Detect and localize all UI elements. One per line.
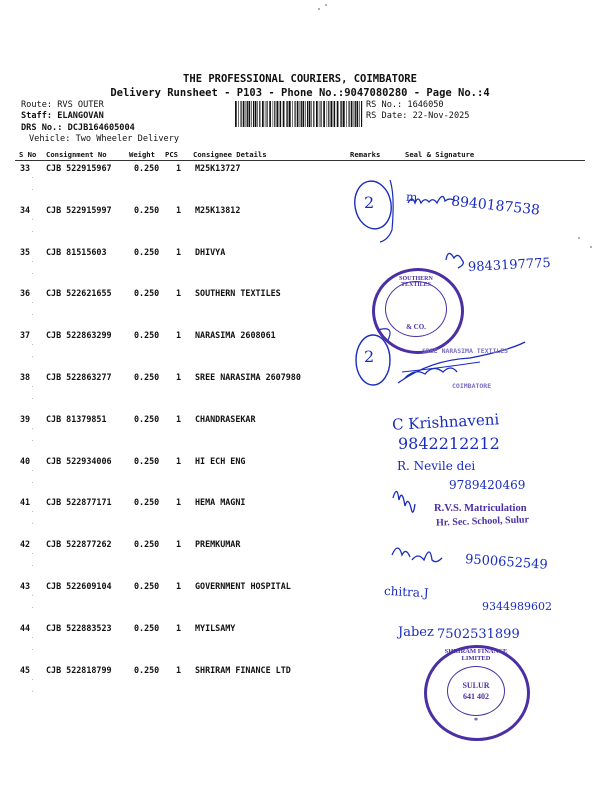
row-consignee: MYILSAMY — [195, 623, 236, 633]
handwritten-phone-40: 9789420469 — [449, 478, 526, 492]
col-consignment: Consignment No — [46, 150, 107, 159]
handwritten-phone-35: 9843197775 — [467, 255, 552, 276]
row-weight: 0.250 — [134, 330, 160, 340]
vehicle-label: Vehicle: Two Wheeler Delivery — [29, 134, 180, 144]
row-pcs: 1 — [176, 163, 182, 173]
company-title: THE PROFESSIONAL COURIERS, COIMBATORE — [183, 73, 417, 85]
row-pcs: 1 — [176, 539, 182, 549]
col-weight: Weight — [129, 150, 155, 159]
row-consignment-no: CJB 522621655 — [46, 288, 112, 298]
handwritten-phone-44: 7502531899 — [437, 627, 520, 642]
row-consignee: GOVERNMENT HOSPITAL — [195, 581, 291, 591]
row-sno: 33 — [20, 163, 31, 173]
row-consignment-no: CJB 81379851 — [46, 414, 107, 424]
row-consignee: SREE NARASIMA 2607980 — [195, 372, 301, 382]
southern-stamp-text: SOUTHERN TEXTILES — [399, 276, 433, 288]
handwritten-phone-34: 8940187538 — [450, 193, 541, 219]
row-sno: 41 — [20, 497, 31, 507]
narasima-faded-stamp-2: COIMBATORE — [452, 382, 492, 390]
row-pcs: 1 — [176, 288, 182, 298]
shriram-stamp-center2: 641 402 — [463, 692, 489, 701]
row-sno: 40 — [20, 456, 31, 466]
runsheet-subtitle: Delivery Runsheet - P103 - Phone No.:9047080280 - Page No.:4 — [110, 87, 490, 99]
handwritten-phone-42: 9500652549 — [464, 552, 549, 573]
row-pcs: 1 — [176, 456, 182, 466]
row-consignment-no: CJB 522915967 — [46, 163, 112, 173]
scan-speck — [590, 246, 592, 248]
row-consignment-no: CJB 522863277 — [46, 372, 112, 382]
row-pcs: 1 — [176, 247, 182, 257]
row-consignee: DHIVYA — [195, 247, 226, 257]
row-consignee: M25K13727 — [195, 163, 241, 173]
row-sno: 35 — [20, 247, 31, 257]
row-weight: 0.250 — [134, 665, 160, 675]
row-consignment-no: CJB 522877171 — [46, 497, 112, 507]
row-weight: 0.250 — [134, 581, 160, 591]
row-weight: 0.250 — [134, 539, 160, 549]
handwritten-phone-39: 9842212212 — [398, 434, 500, 453]
narasima-faded-stamp: SREE NARASIMA TEXTILES — [422, 347, 509, 355]
row-weight: 0.250 — [134, 288, 160, 298]
sig-row34: m — [405, 189, 418, 205]
row-sno: 42 — [20, 539, 31, 549]
shriram-stamp-star-icon: * — [474, 716, 478, 725]
row-consignment-no: CJB 522915997 — [46, 205, 112, 215]
row-weight: 0.250 — [134, 372, 160, 382]
col-sno: S No — [19, 150, 37, 159]
row-consignment-no: CJB 522883523 — [46, 623, 112, 633]
row-pcs: 1 — [176, 330, 182, 340]
shriram-stamp-text: SHRIRAM FINANCE LIMITED — [444, 648, 508, 662]
row-consignment-no: CJB 81515603 — [46, 247, 107, 257]
handwritten-name-39: C Krishnaveni — [391, 410, 500, 434]
row-consignment-no: CJB 522934006 — [46, 456, 112, 466]
row-consignment-no: CJB 522818799 — [46, 665, 112, 675]
col-remarks: Remarks — [350, 150, 381, 159]
row-sno: 34 — [20, 205, 31, 215]
row-consignee: SHRIRAM FINANCE LTD — [195, 665, 291, 675]
scan-speck — [578, 237, 580, 239]
row-pcs: 1 — [176, 497, 182, 507]
row-weight: 0.250 — [134, 163, 160, 173]
row-consignment-no: CJB 522877262 — [46, 539, 112, 549]
row-consignment-no: CJB 522609104 — [46, 581, 112, 591]
scan-speck — [325, 4, 327, 6]
row-consignee: CHANDRASEKAR — [195, 414, 256, 424]
shriram-stamp-center1: SULUR — [462, 681, 490, 690]
handwritten-phone-43: 9344989602 — [482, 600, 552, 613]
staff-label: Staff: ELANGOVAN — [21, 111, 104, 121]
row-sno: 39 — [20, 414, 31, 424]
row-pcs: 1 — [176, 665, 182, 675]
row-weight: 0.250 — [134, 205, 160, 215]
handwritten-mark-37: 2 — [364, 347, 375, 366]
route-label: Route: RVS OUTER — [21, 100, 104, 110]
row-weight: 0.250 — [134, 623, 160, 633]
row-consignee: M25K13812 — [195, 205, 241, 215]
row-consignee: PREMKUMAR — [195, 539, 241, 549]
row-consignee: NARASIMA 2608061 — [195, 330, 276, 340]
rvs-stamp-line2: Hr. Sec. School, Sulur — [435, 514, 530, 529]
row-pcs: 1 — [176, 414, 182, 424]
row-consignee: SOUTHERN TEXTILES — [195, 288, 281, 298]
handwritten-name-43: chitra.J — [383, 583, 429, 601]
handwritten-name-40: R. Nevile dei — [397, 459, 476, 473]
row-pcs: 1 — [176, 581, 182, 591]
row-weight: 0.250 — [134, 414, 160, 424]
row-sno: 44 — [20, 623, 31, 633]
row-consignment-no: CJB 522863299 — [46, 330, 112, 340]
scan-speck — [318, 8, 320, 10]
rs-date: RS Date: 22-Nov-2025 — [366, 111, 470, 121]
handwritten-mark-34: 2 — [364, 193, 375, 212]
southern-stamp-center: & CO. — [406, 323, 426, 331]
row-consignee: HI ECH ENG — [195, 456, 246, 466]
row-consignee: HEMA MAGNI — [195, 497, 246, 507]
row-pcs: 1 — [176, 205, 182, 215]
row-weight: 0.250 — [134, 456, 160, 466]
drs-number: DRS No.: DCJB164605004 — [21, 123, 135, 133]
row-sno: 45 — [20, 665, 31, 675]
row-pcs: 1 — [176, 623, 182, 633]
row-weight: 0.250 — [134, 247, 160, 257]
row-sno: 36 — [20, 288, 31, 298]
handwritten-name-44: Jabez — [398, 625, 434, 640]
row-pcs: 1 — [176, 372, 182, 382]
rs-number: RS No.: 1646050 — [366, 100, 444, 110]
row-sno: 38 — [20, 372, 31, 382]
row-sno: 37 — [20, 330, 31, 340]
col-consignee: Consignee Details — [193, 150, 267, 159]
col-seal-signature: Seal & Signature — [405, 150, 475, 159]
rvs-stamp-line1: R.V.S. Matriculation — [434, 503, 527, 514]
col-pcs: PCS — [165, 150, 178, 159]
row-weight: 0.250 — [134, 497, 160, 507]
row-sno: 43 — [20, 581, 31, 591]
